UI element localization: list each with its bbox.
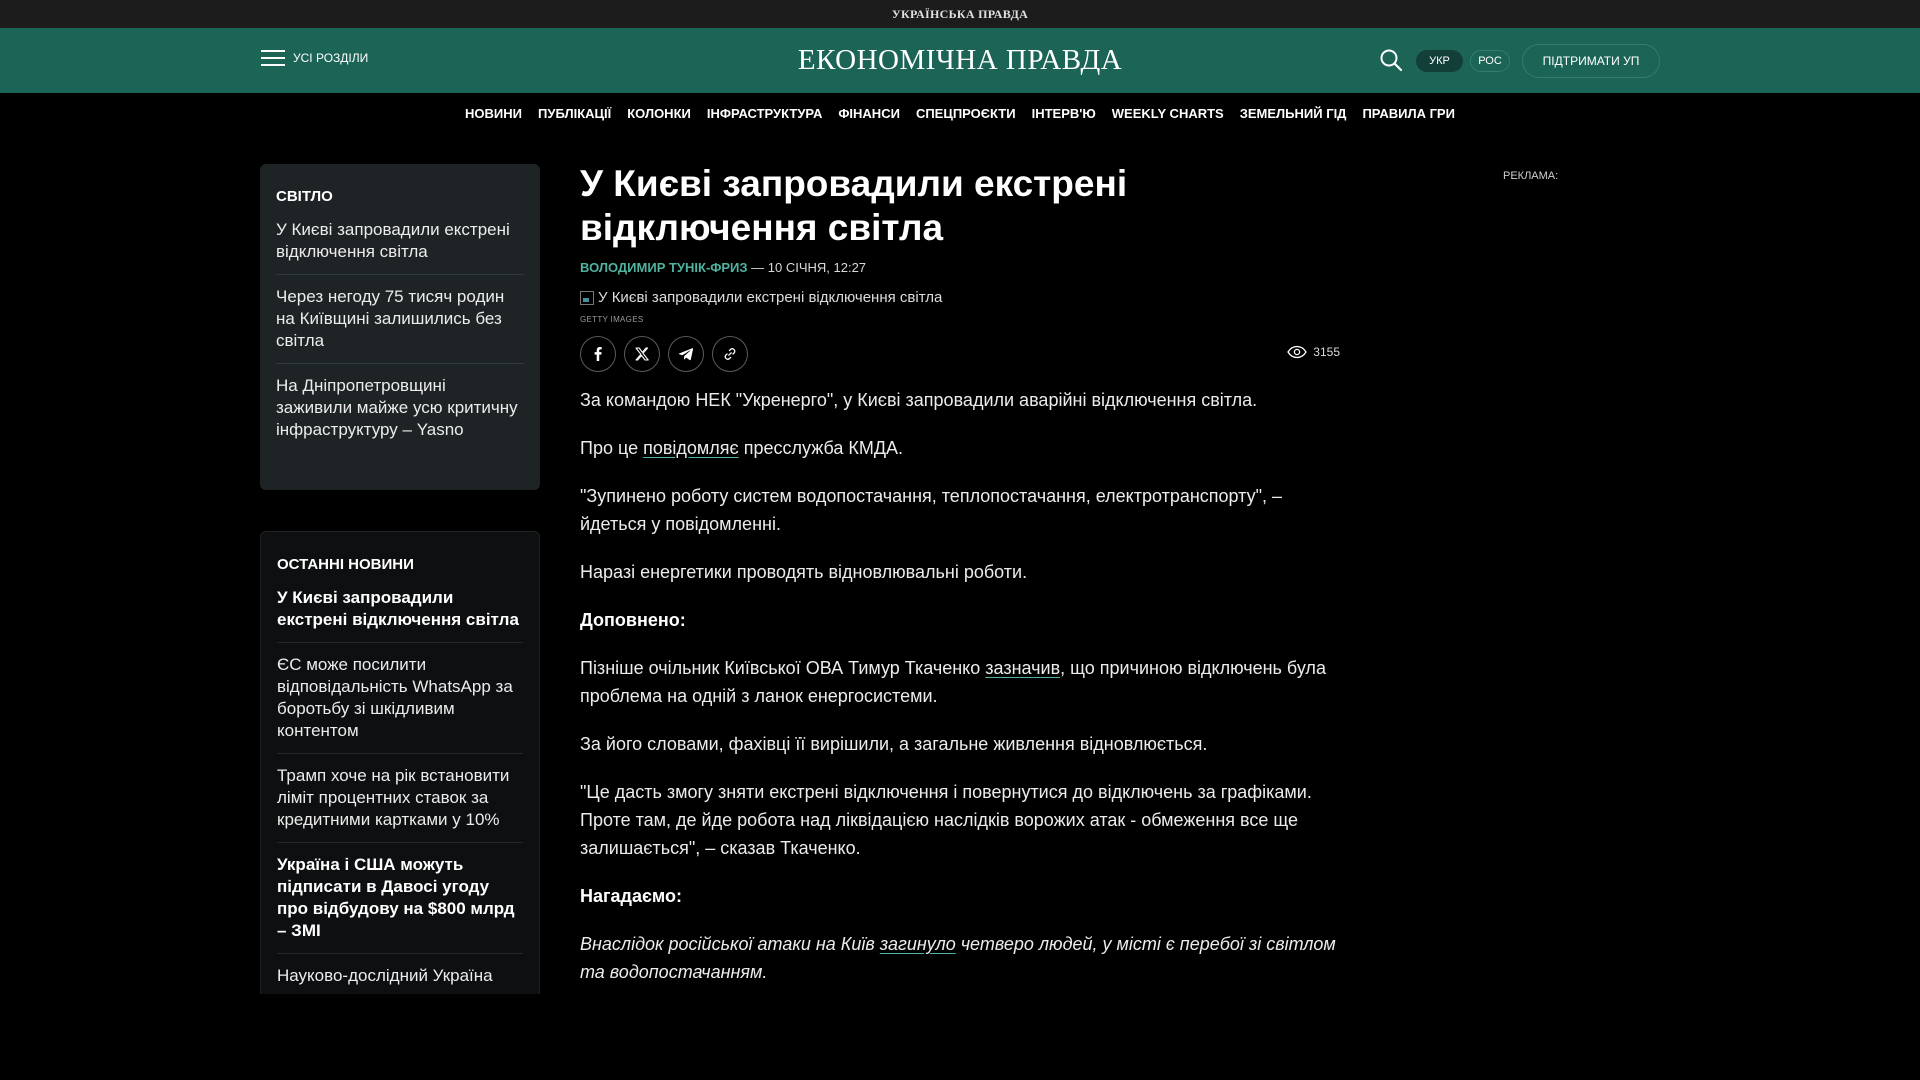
topic-item[interactable]: У Києві запровадили екстрені відключення світла <box>276 219 524 275</box>
broken-image-icon <box>580 291 594 305</box>
up-brand-link[interactable]: УКРАЇНСЬКА ПРАВДА <box>891 6 1029 21</box>
facebook-icon <box>590 346 606 362</box>
text: Про це <box>580 438 644 458</box>
latest-news-item[interactable]: ЄС може посилити відповідальність WhatsApp за боротьбу зі шкідливим контентом <box>277 654 523 754</box>
article-image-alt: У Києві запровадили екстрені відключення світла <box>598 289 943 306</box>
killed-link[interactable]: загинуло <box>879 934 956 954</box>
article-image <box>580 289 1340 306</box>
nav-item-finance[interactable]: ФІНАНСИ <box>838 105 900 121</box>
latest-news-item[interactable]: У Києві запровадили екстрені відключення світла <box>277 587 523 643</box>
text: четверо людей, у місті є перебої зі світлом та водопостачанням. <box>580 934 1336 982</box>
paragraph <box>580 434 1340 462</box>
viewport-bottom <box>0 994 1920 1080</box>
image-credit: GETTY IMAGES <box>580 315 644 324</box>
nav-item-news[interactable]: НОВИНИ <box>465 105 523 121</box>
share-bar <box>580 336 1340 372</box>
nav-item-specprojects[interactable]: СПЕЦПРОЄКТИ <box>915 105 1016 121</box>
hamburger-icon <box>261 50 285 66</box>
nav-item-publications[interactable]: ПУБЛІКАЦІЇ <box>538 105 612 121</box>
topic-item[interactable]: Через негоду 75 тисяч родин на Київщині залишились без світла <box>276 286 524 364</box>
share-x-button[interactable] <box>624 336 660 372</box>
paragraph: "Зупинено роботу систем водопостачання, теплопостачання, електротранспорту", – йдеться у повідомленні. <box>580 486 1283 534</box>
article-body <box>580 386 1340 986</box>
text: пресслужба КМДА. <box>738 438 904 458</box>
nav-item-infrastructure[interactable]: ІНФРАСТРУКТУРА <box>706 105 823 121</box>
nav-item-columns[interactable]: КОЛОНКИ <box>627 105 691 121</box>
nav-item-weekly-charts[interactable]: WEEKLY CHARTS <box>1111 105 1224 121</box>
eye-icon <box>1287 345 1307 359</box>
topic-sidebar-card <box>260 164 540 490</box>
paragraph: "Це дасть змогу зняти екстрені відключення і повернутися до відключень за графіками. Проте там, де йде робота над ліквідацією наслідків ворожих атак - обмеження все ще залишається", – сказав Ткаченко. <box>580 782 1312 858</box>
latest-news-item[interactable]: Трамп хоче на рік встановити ліміт процентних ставок за кредитними картками у 10% <box>277 765 523 843</box>
x-twitter-icon <box>635 347 649 361</box>
main-nav <box>0 93 1920 133</box>
reminder-heading: Нагадаємо: <box>580 886 682 906</box>
stated-link[interactable]: зазначив <box>985 658 1061 678</box>
support-button[interactable]: ПІДТРИМАТИ УП <box>1522 44 1660 78</box>
all-sections-label: УСІ РОЗДІЛИ <box>293 51 369 65</box>
text: Пізніше очільник Київської ОВА Тимур Ткаченко <box>580 658 986 678</box>
nav-item-interview[interactable]: ІНТЕРВ'Ю <box>1031 105 1096 121</box>
latest-news-item[interactable]: Україна і США можуть підписати в Давосі угоду про відбудову на $800 млрд – ЗМІ <box>277 854 523 954</box>
paragraph <box>580 654 1340 710</box>
all-sections-button[interactable] <box>261 50 368 66</box>
latest-news-item[interactable]: Науково-дослідний Україна <box>277 966 493 985</box>
author-link[interactable]: ВОЛОДИМИР ТУНІК-ФРИЗ <box>580 260 748 275</box>
update-heading: Доповнено: <box>580 610 686 630</box>
nav-item-rules-of-game[interactable]: ПРАВИЛА ГРИ <box>1362 105 1455 121</box>
text: Внаслідок російської атаки на Київ <box>580 934 880 954</box>
search-button[interactable] <box>1379 48 1403 72</box>
lang-ukr-button[interactable]: УКР <box>1416 50 1463 72</box>
article-byline <box>580 260 1340 275</box>
ad-label: РЕКЛАМА: <box>1503 170 1559 182</box>
latest-news-card <box>260 531 540 1000</box>
article-date: — 10 СІЧНЯ, 12:27 <box>747 260 867 275</box>
view-counter <box>1287 345 1340 359</box>
copy-link-button[interactable] <box>712 336 748 372</box>
lang-rus-button[interactable]: РОС <box>1470 50 1510 72</box>
paragraph: За командою НЕК "Укренерго", у Києві запровадили аварійні відключення світла. <box>580 390 1258 410</box>
top-brand-strip <box>0 0 1920 28</box>
logo-link[interactable]: ЕКОНОМІЧНА ПРАВДА <box>797 44 1123 76</box>
source-link[interactable]: повідомляє <box>643 438 739 458</box>
site-header <box>0 28 1920 93</box>
topic-item[interactable]: На Дніпропетровщині заживили майже усю критичну інфраструктуру – Yasno <box>276 376 518 439</box>
share-facebook-button[interactable] <box>580 336 616 372</box>
view-count: 3155 <box>1313 345 1340 359</box>
text: , що причиною відключень була проблема на одній з ланок енергосистеми. <box>580 658 1326 706</box>
search-icon <box>1379 48 1403 72</box>
paragraph <box>580 930 1340 986</box>
share-telegram-button[interactable] <box>668 336 704 372</box>
paragraph: Наразі енергетики проводять відновлювальні роботи. <box>580 562 1028 582</box>
nav-item-land-guide[interactable]: ЗЕМЕЛЬНИЙ ГІД <box>1239 105 1347 121</box>
topic-title[interactable]: СВІТЛО <box>276 188 333 205</box>
link-icon <box>722 346 738 362</box>
article-title: У Києві запровадили екстрені відключення світла <box>580 163 1128 248</box>
paragraph: За його словами, фахівці її вирішили, а загальне живлення відновлюється. <box>580 734 1208 754</box>
latest-news-title: ОСТАННІ НОВИНИ <box>277 556 414 573</box>
article <box>580 162 1340 1006</box>
telegram-icon <box>678 346 694 362</box>
